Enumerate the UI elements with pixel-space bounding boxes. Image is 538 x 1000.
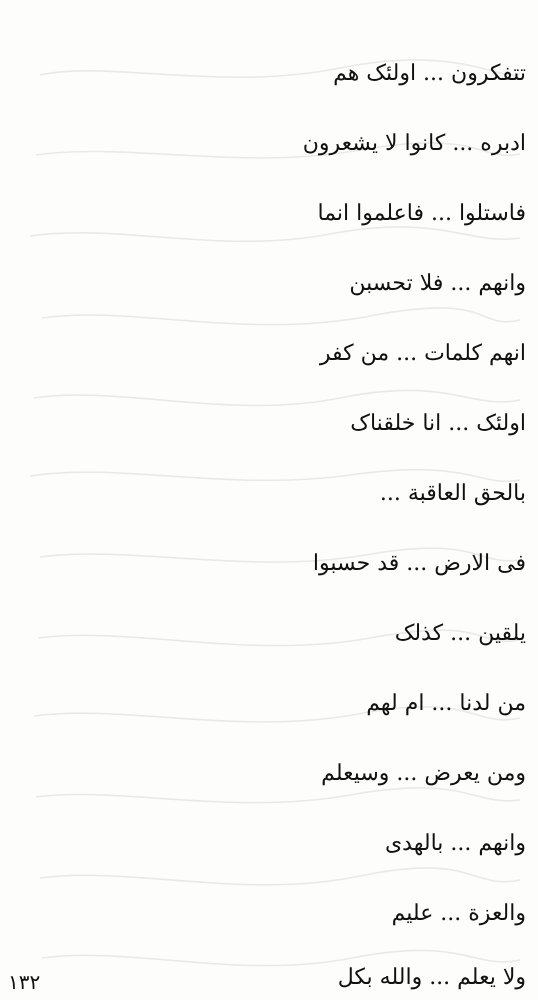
page-number: ١٣٢ (8, 970, 41, 994)
manuscript-line-6 (12, 358, 526, 436)
manuscript-line-9 (12, 568, 526, 646)
manuscript-line-2 (12, 78, 526, 156)
line-text: اولئک ... انا خلقناک (350, 410, 526, 436)
line-text: فاستلوا ... فاعلموا انما (317, 200, 526, 226)
line-text: وانهم ... بالهدی (384, 830, 526, 856)
manuscript-line-4 (12, 218, 526, 296)
manuscript-line-11 (12, 708, 526, 786)
manuscript-line-1 (12, 8, 526, 86)
manuscript-line-8 (12, 498, 526, 576)
line-text: من لدنا ... ام لهم (366, 690, 526, 716)
line-text: بالحق العاقبة ... (379, 480, 526, 506)
manuscript-line-5 (12, 288, 526, 366)
manuscript-line-10 (12, 638, 526, 716)
manuscript-line-7 (12, 428, 526, 506)
line-text: ولا یعلم ... والله بکل (337, 964, 526, 990)
line-text: یلقین ... کذلک (394, 620, 526, 646)
line-text: وانهم ... فلا تحسبن (349, 270, 526, 296)
manuscript-line-12 (12, 778, 526, 856)
line-text: ادبره ... کانوا لا یشعرون (302, 130, 526, 156)
manuscript-line-3 (12, 148, 526, 226)
line-text: انهم کلمات ... من کفر (319, 340, 526, 366)
manuscript-line-14 (12, 912, 526, 990)
line-text: تتفکرون ... اولئک هم (333, 60, 526, 86)
line-text: فی الارض ... قد حسبوا (312, 550, 526, 576)
line-text: والعزة ... علیم (391, 900, 526, 926)
line-text: ومن یعرض ... وسیعلم (321, 760, 526, 786)
